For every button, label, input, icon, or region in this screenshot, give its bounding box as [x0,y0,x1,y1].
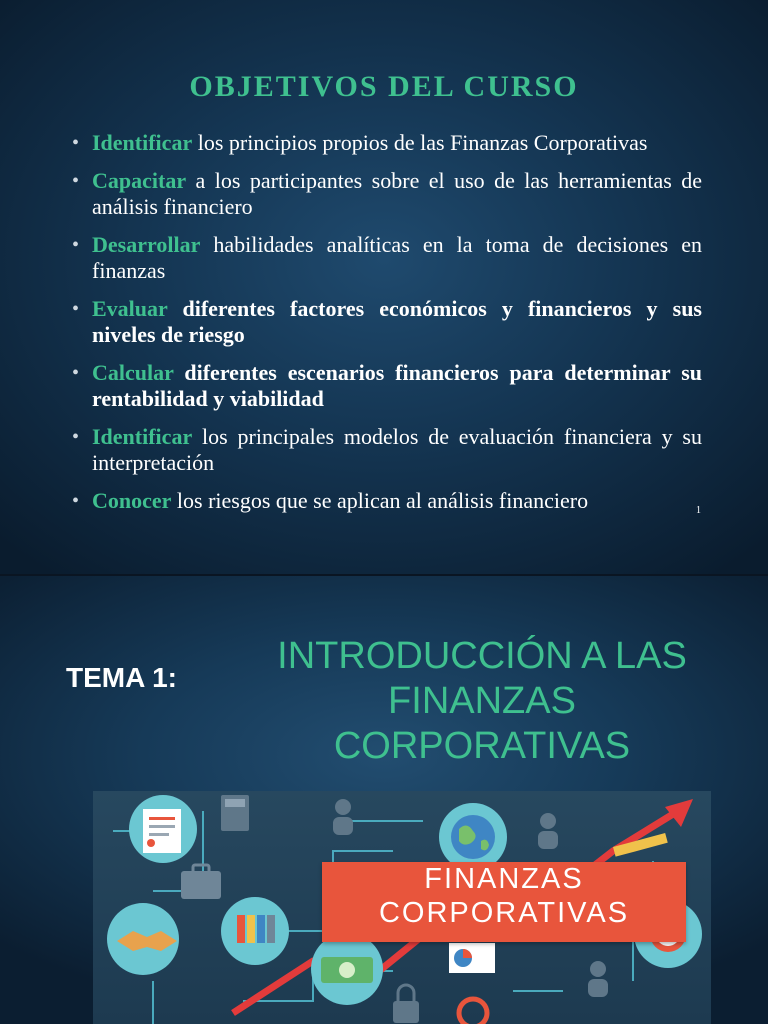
objective-keyword: Capacitar [92,168,187,193]
slide-title: OBJETIVOS DEL CURSO [189,70,579,103]
document-icon [129,795,197,863]
banner-line: CORPORATIVAS [378,897,630,929]
globe-icon [439,803,507,871]
topic-title-line: FINANZAS [388,680,576,722]
objective-item [72,488,702,514]
tema-label: TEMA 1: [66,662,177,693]
objective-keyword: Conocer [92,488,172,513]
objective-item [72,168,702,220]
objective-keyword: Identificar [92,424,193,449]
calculator-icon [221,795,249,831]
objective-keyword: Evaluar [92,296,168,321]
objective-text: habilidades analíticas en la toma de decisiones en finanzas [92,232,702,283]
objective-keyword: Calcular [92,360,174,385]
objective-item [72,130,702,156]
pie-chart-icon [449,943,495,973]
binders-icon [221,897,289,965]
objective-text: los principales modelos de evaluación financiera y su interpretación [92,424,702,475]
topic-title-line: CORPORATIVAS [333,725,631,767]
objective-item [72,296,702,348]
money-icon [311,933,383,1005]
objective-text: los riesgos que se aplican al análisis financiero [171,488,589,513]
topic-title [236,634,728,769]
banner-line: FINANZAS [424,863,584,895]
objective-text: diferentes factores económicos y financieros y sus niveles de riesgo [92,296,702,347]
objective-text: los principios propios de las Finanzas Corporativas [192,130,648,155]
objective-item [72,360,702,412]
objective-text: a los participantes sobre el uso de las herramientas de análisis financiero [92,168,702,219]
handshake-icon [107,903,179,975]
objective-text: diferentes escenarios financieros para determinar su rentabilidad y viabilidad [92,360,702,411]
objective-item [72,424,702,476]
topic-title-line: INTRODUCCIÓN A LAS [277,635,687,677]
objective-keyword: Desarrollar [92,232,201,257]
topic-banner [322,862,686,942]
objectives-list [72,130,702,526]
objective-keyword: Identificar [92,130,193,155]
page-number: 1 [696,505,701,516]
objective-item [72,232,702,284]
